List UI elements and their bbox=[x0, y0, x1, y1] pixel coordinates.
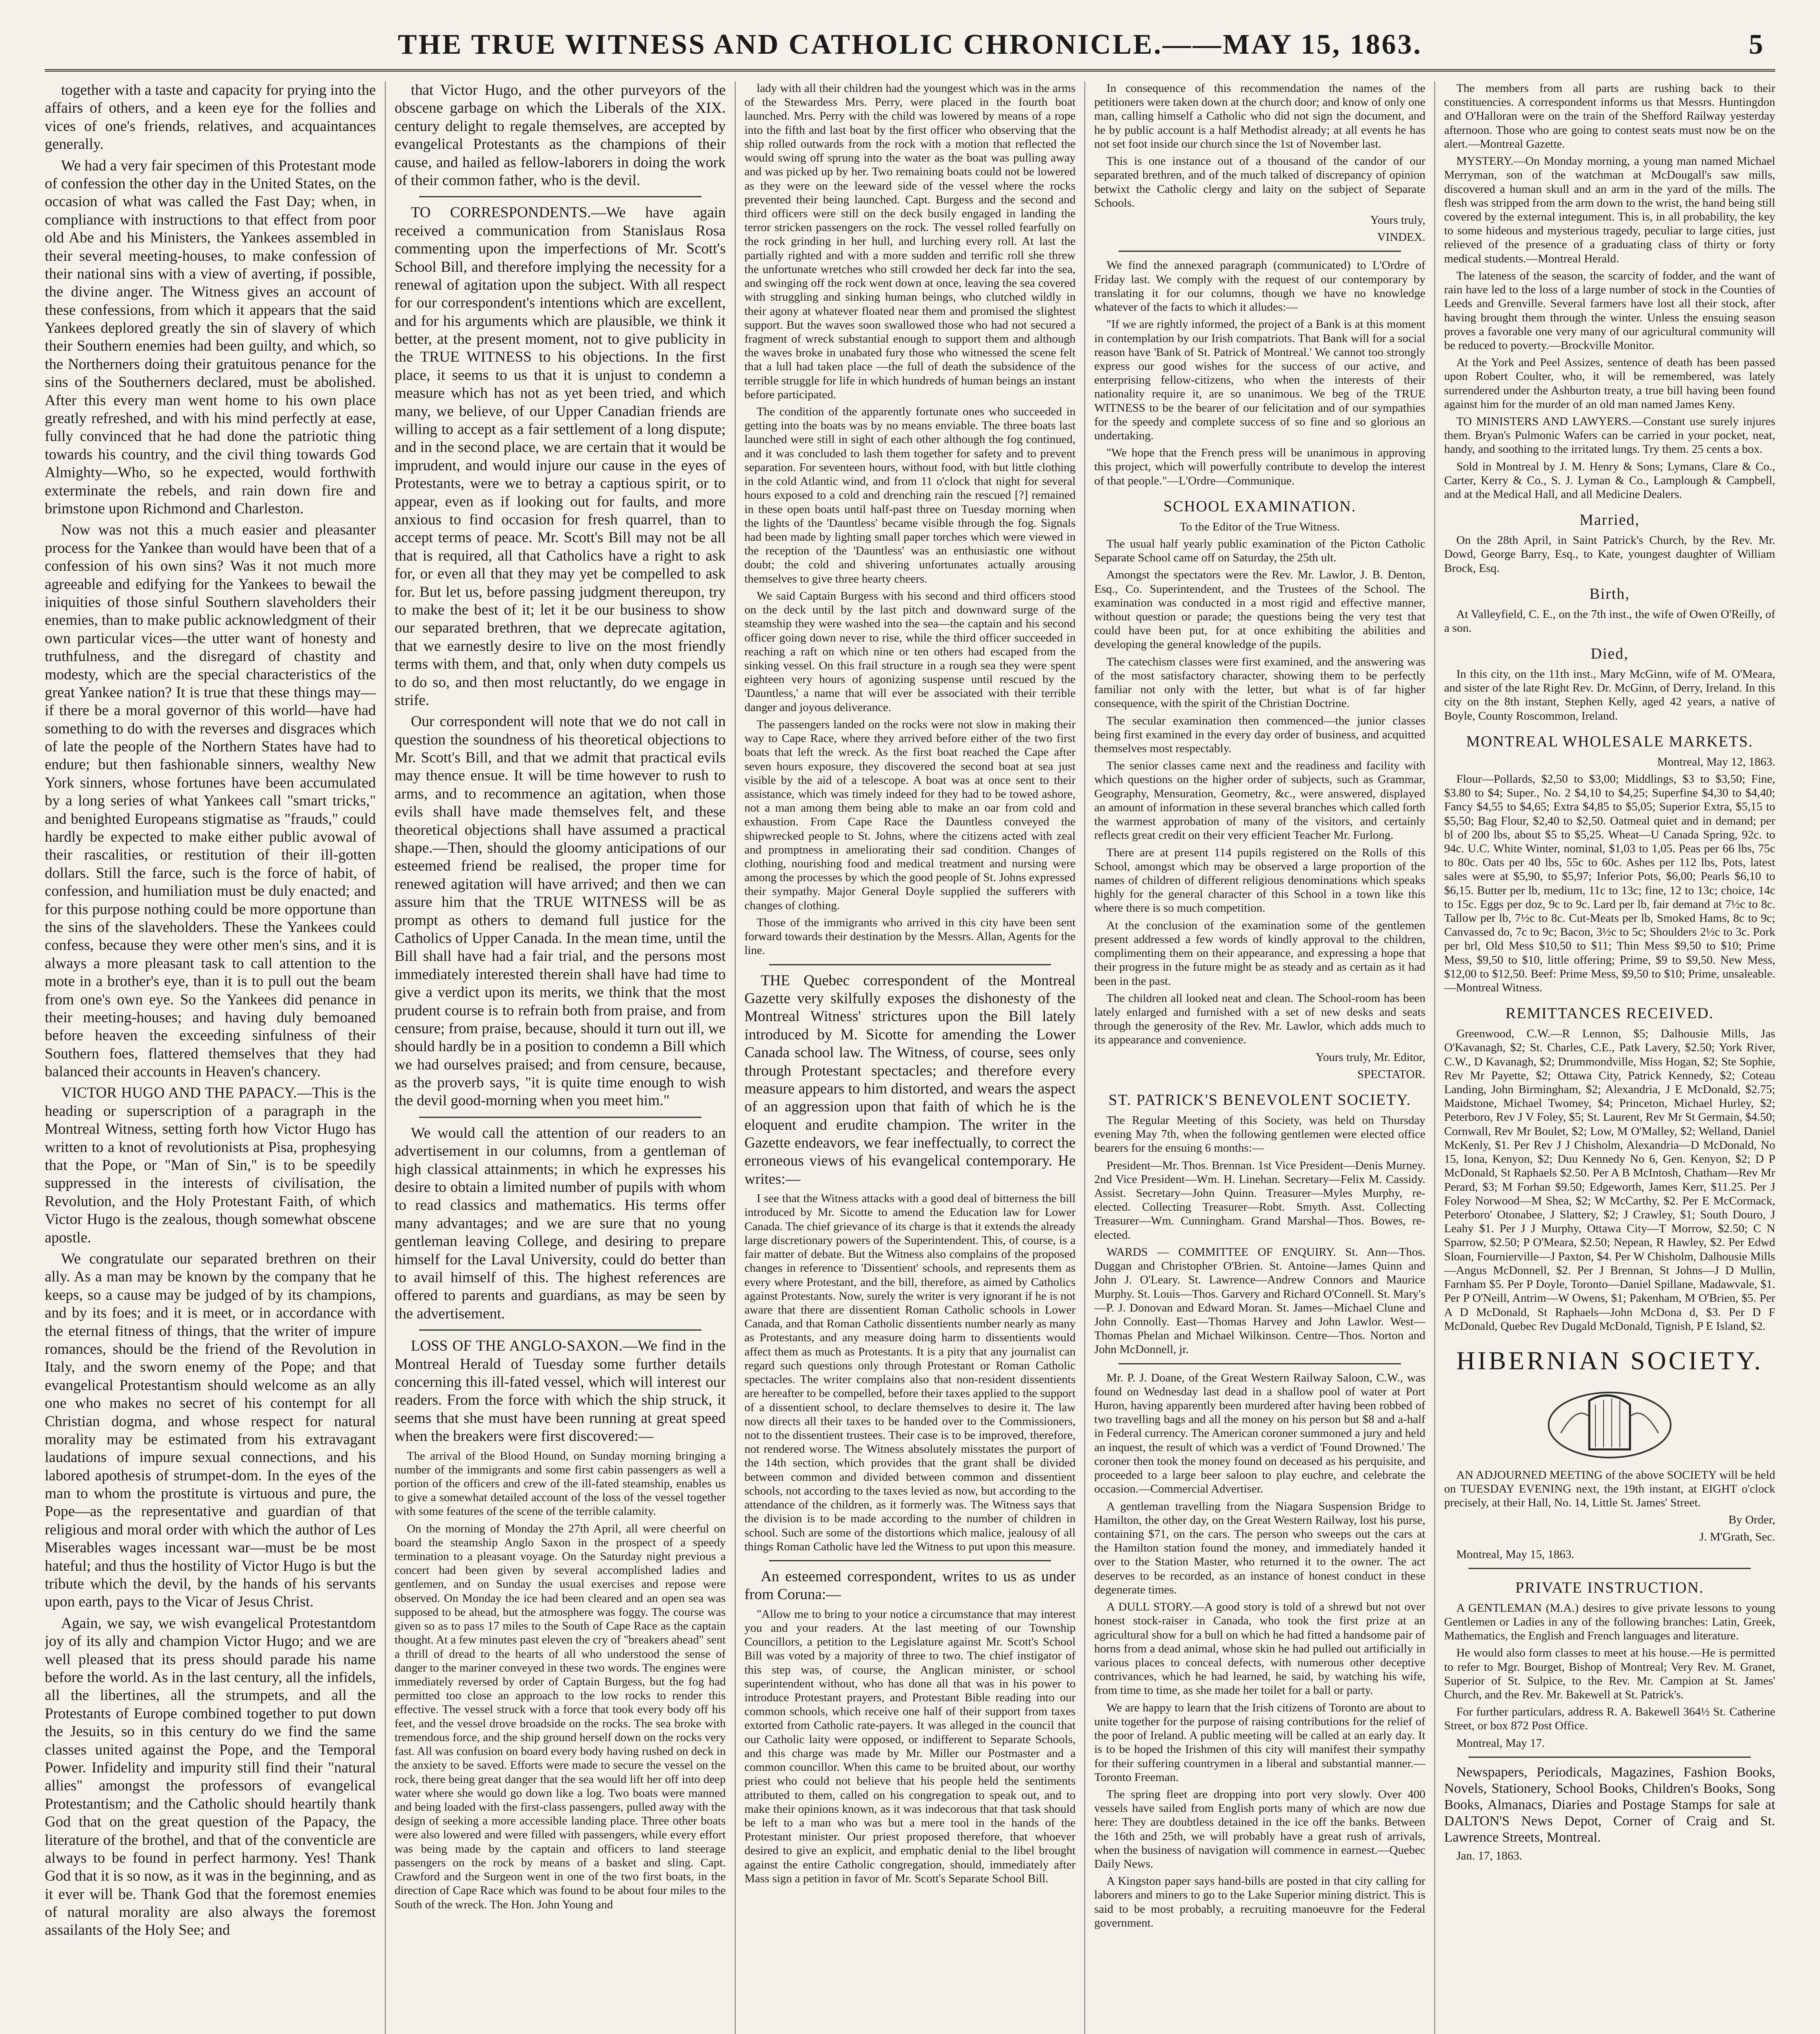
article-paragraph: Now was not this a much easier and pleasanter process for the Yankee than would have been that of a confession of his own sins? Was it not much more agreeable and edifying for the Yankees to bewail the iniquities of those sinful Southern slaveholders their enemies, than to make public acknowledgment of their own particular vices—the utter want of honesty and truthfulness, and the disregard of chastity and modesty, which are the special characteristics of the great Yankee nation? It is true that these things may—if there be a moral governor of this world—have had something to do with the reverses and disgraces which of late the people of the Northern States have had to endure; but then fashionable sinners, wealthy New York sinners, whose fortunes have been accumulated by a long series of what Yankees call "smart tricks," and benighted Europeans stigmatise as "frauds," could hardly be expected to make either public avowal of their rascalities, or restitution of their ill-gotten dollars. Still the farce, such is the force of habit, of confession, and humiliation must be duly enacted; and for this purpose nothing could be more opportune than the sins of the slaveholders. These the Yankees could confess, because they were other men's sins, and it is always a more pleasant task to call attention to the mote in a brother's eye, than it is to pull out the beam from one's own eye. So the Yankees did penance in their meeting-houses; and having duly bemoaned before heaven the exceeding sinfulness of their Southern foes, flattered themselves that they had balanced their accounts in Heaven's chancery. bbox=[45, 522, 376, 1080]
article-paragraph: I see that the Witness attacks with a good deal of bitterness the bill introduced by Mr. Sicotte to amend the Education law for Lower Canada. The chief grievance of its charge is that it extends the already large discretionary powers of the Superintendent. This, of course, is a fair matter of debate. But the Witness also complains of the proposed changes in reference to 'Dissentient' schools, and represents them as every where Protestant, and the bill, therefore, as aimed by Catholics against Protestants. Now, surely the writer is very ignorant if he is not aware that there are dissentient Roman Catholic schools in Lower Canada, and that Roman Catholic dissentients number nearly as many as Protestants, and any measure doing harm to dissentients would affect them as much as Protestants. It is a pity that any journalist can regard such questions only through Protestant or Roman Catholic spectacles. The writer complains also that non-resident dissentients are hereafter to be compelled, before their taxes applied to the support of a dissentient school, to declare themselves to desire it. The law now directs all their taxes to be handed over to the Commissioners, not to the dissentient trustees. Their case is to be improved, therefore, not rendered worse. The Witness absolutely misstates the purport of the 14th section, which provides that the grant shall be divided between common and divided between common and dissentient schools, not according to the taxes levied as now, but according to the attendance of the children, as it formerly was. The Witness says that the division is to be made according to the number of children in school. Such are some of the distortions which malice, jealousy of all things Roman Catholic have led the Witness to put upon this measure. bbox=[744, 1192, 1076, 1553]
article-text: —We find in the Montreal Herald of Tuesday some further details concerning this ill-fated vessel, which will interest our readers. From the force with which the ship struck, it seems that she must have been running at great speed when the breakers were first discovered:— bbox=[394, 1338, 726, 1445]
divider bbox=[419, 196, 701, 197]
page-number: 5 bbox=[1749, 29, 1763, 60]
column-2 bbox=[395, 81, 736, 2034]
divider bbox=[1119, 251, 1401, 252]
article-paragraph: The condition of the apparently fortunate ones who succeeded in getting into the boats was by no means enviable. The three boats last launched were still in sight of each other although the fog continued, and it was concluded to lash them together for safety and to prevent separation. For seventeen hours, without food, with but little clothing in the cold Atlantic wind, and from 11 o'clock that night for several hours exposed to a cold and drenching rain the rescued [?] remained in these open boats until half-past three on Tuesday morning when the lights of the 'Dauntless' became visible through the fog. Signals had been made by lighting small paper torches which were viewed in the reception of the 'Dauntless' was an enthusiastic one without doubt; the cold and shivering unfortunates actually arousing themselves to give three hearty cheers. bbox=[744, 405, 1076, 585]
advertisement-text: He would also form classes to meet at his house.—He is permitted to refer to Mgr. Bourget, Bishop of Montreal; Very Rev. M. Granet, Superior of St. Sulpice, to the Rev. Mr. Campion at St. James' Church, and the Rev. Mr. Bakewell at St. Patrick's. bbox=[1444, 1646, 1775, 1701]
article-run-head: LOSS OF THE ANGLO-SAXON. bbox=[411, 1338, 623, 1355]
section-heading-remittances: REMITTANCES RECEIVED. bbox=[1505, 1005, 1714, 1022]
section-heading-birth: Birth, bbox=[1589, 585, 1630, 602]
private-instruction-heading: PRIVATE INSTRUCTION. bbox=[1515, 1579, 1704, 1596]
article-paragraph: lady with all their children had the youngest which was in the arms of the Stewardess Mrs. Perry, were placed in the fourth boat launched. Mrs. Perry with the child was lowered by means of a rope into the fifth and last boat by the first officer who observing that the ship rolled outwards from the rock with a motion that reflected the would swing off sprung into the water as the boat was pulling away and was picked up by her. Two remaining boats could not be lowered as they were on the leeward side of the vessel where the rocks prevented their being launched. Capt. Burgess and the second and third officers were still on the deck busily engaged in landing the terror stricken passengers on the rock. The vessel rolled fearfully on the rock grinding in her hull, and lurching every roll. At last the partially righted and with a more sudden and terrific roll she threw the unfortunate wretches who still crowded her deck far into the sea, and swinging off the rock went down at once, leaving the sea covered with struggling and sinking human beings, who clutched wildly in their agony at whatever floated near them and promised the slightest support. But the waves soon swallowed those who had not secured a fragment of wreck substantial enough to support them and although the waves broke in unabated fury those who witnessed the scene felt that a lull had taken place —the full of death the subsidence of the terrible struggle for life in which hundreds of human beings an instant before participated. bbox=[744, 82, 1076, 401]
divider bbox=[1119, 1363, 1401, 1364]
article-run-head: TO CORRESPONDENTS. bbox=[411, 204, 591, 221]
notice-order: By Order, bbox=[1728, 1513, 1775, 1527]
article-paragraph: "Allow me to bring to your notice a circumstance that may interest you and your readers. At the last meeting of our Township Councillors, a petition to the Legislature against Mr. Scott's School Bill was voted by a majority of three to two. The chief instigator of this step was, of course, the Anglican minister, or school superintendent without, who has done all that was in his power to introduce Protestant prayers, and Protestant Bible reading into our common schools, which receive one half of their support from taxes extorted from Catholic rate-payers. It was alleged in the council that our Catholic laity were opposed, or indifferent to Separate Schools, and this charge was made by Mr. Miller our Postmaster and a common councillor. When this came to be bruited about, our worthy priest who could not believe that his people held the sentiments attributed to them, called on his congregation to speak out, and to make their opinions known, as it was indecorous that that task should be left to a man who was but a mere tool in the hands of the Protestant minister. Our priest proposed therefore, that whoever desired to give an explicit, and emphatic denial to the libel brought against the entire Catholic congregation, should, immediately after Mass sign a petition in favor of Mr. Scott's Separate School Bill. bbox=[744, 1607, 1076, 1885]
article-paragraph: Again, we say, we wish evangelical Protestantdom joy of its ally and champion Victor Hugo; and we are well pleased that its press should parade his name before the world. As in the last century, all the infidels, all the libertines, all the strumpets, and all the Protestants of Europe combined together to put down the Jesuits, so in this century do we find the same classes united against the Pope, and the Temporal Power. Infidelity and impurity still find their "natural allies" amongst the professors of evangelical Protestantism; and the Catholic should heartily thank God that on the great question of the Papacy, the literature of the brothel, and that of the conventicle are always to be found in perfect harmony. Yes! Thank God that it is so now, as it was in the beginning, and as it ever will be. Thank God that the foremost enemies of natural morality are also always the foremost assailants of the Holy See; and bbox=[45, 1615, 376, 1939]
article-paragraph: The Regular Meeting of this Society, was held on Thursday evening May 7th, when the following gentlemen were elected office bearers for the ensuing 6 months:— bbox=[1094, 1113, 1426, 1155]
advertisement-text: For further particulars, address R. A. Bakewell 364½ St. Catherine Street, or box 872 Post Office. bbox=[1444, 1705, 1775, 1733]
article-paragraph: The passengers landed on the rocks were not slow in making their way to Cape Race, where they arrived before either of the two first boats that left the wreck. As the first boat reached the Cape after seven hours exposure, they discovered the second boat at sea just visible by the aid of a telescope. A boat was at once sent to their assistance, which was timely indeed for they had to be towed ashore, not a man among them being able to make an oar from cold and exhaustion. From Cape Race the Dauntless conveyed the shipwrecked people to St. Johns, where the citizens acted with zeal and promptness in ameliorating their sad condition. Changes of clothing, nourishing food and medical treatment and nursing were among the processes by which the good people of St. Johns expressed their sympathy. Major General Doyle supplied the sufferers with changes of clothing. bbox=[744, 718, 1076, 912]
divider bbox=[1468, 1757, 1751, 1758]
article-text: —We have again received a communication from Stanislaus Rosa commenting upon the imperfections of Mr. Scott's School Bill, and therefore implying the necessity for a renewal of agitation upon the subject. With all respect for our correspondent's intentions which are excellent, and for his arguments which are plausible, we think it better, at the present moment, not to give publicity in the TRUE WITNESS to his objections. In the first place, it seems to us that it is unjust to condemn a measure which has not as yet been tried, and which many, we believe, of our Upper Canadian friends are willing to accept as a fair settlement of a long dispute; and in the second place, we are certain that it would be imprudent, and would injure our cause in the eyes of Protestants, were we to betray a captious spirit, or to appear, even as if looking out for faults, and more anxious to find occasion for fresh quarrel, than to accept terms of peace. Mr. Scott's Bill may not be all that is required, all that Catholics have a right to ask for, or even all that they may yet be compelled to ask for. But let us, before passing judgment thereupon, try to make the best of it; let it be our business to show our separated brethren, that we deprecate agitation, that we earnestly desire to live on the most friendly terms with them, and that, only when duty compels us to do so, and then most reluctantly, do we engage in strife. bbox=[394, 204, 726, 709]
section-heading-married: Married, bbox=[1580, 511, 1640, 529]
article-run-head: VICTOR HUGO AND THE PAPACY. bbox=[61, 1085, 297, 1102]
letter-signature: SPECTATOR. bbox=[1357, 1067, 1426, 1081]
article-paragraph: A DULL STORY.—A good story is told of a shrewd but not over honest stock-raiser in Canada, who took the first prize at an agricultural show for a bull on which he had fitted a handsome pair of horns from a dead animal, whose skin he had pulled out artificially in various places to conceal defects, with numerous other deceptive contrivances, which he had learned, he said, by watching his wife, from time to time, as she made her toilet for a ball or party. bbox=[1094, 1600, 1426, 1697]
markets-prices: Flour—Pollards, $2,50 to $3,00; Middlings, $3 to $3,50; Fine, $3.80 to $4; Super., No. 2 $4,10 to $4,25; Superfine $4,30 to $4,40; Fancy $4,55 to $4,65; Extra $4,85 to $5,05; Superior Extra, $5,15 to $5,50; Bag Flour, $2,40 to $2,50. Oatmeal quiet and in demand; per bl of 200 lbs, about $5 to $5,25. Wheat—U Canada Spring, 92c. to 94c. U.C. White Winter, nominal, $1,03 to 1,05. Peas per 66 lbs, 75c to 80c. Oats per 40 lbs, 55c to 60c. Ashes per 112 lbs, Pots, latest sales were at $5,90, to $5,97; Inferior Pots, $6,00; Pearls $6,10 to $6,15. Butter per lb, medium, 11c to 13c; fine, 12 to 13c; choice, 14c to 15c. Eggs per doz, 9c to 9c. Lard per lb, fair demand at 7½c to 8c. Tallow per lb, 7½c to 8c. Cut-Meats per lb, Smoked Hams, 8c to 9c; Canvassed do, 7c to 9c; Bacon, 3½c to 5c; Shoulders 2½c to 3c. Pork per brl, Old Mess $10,50 to $11; Thin Mess $9,50 to $10; Prime Mess, $9,50 to $10, little offering; Prime, $9 to $9,50. New Mess, $12,00 to $12,50. Beef: Prime Mess, $9,50 to $10; Prime, unsaleable.—Montreal Witness. bbox=[1444, 772, 1775, 995]
letter-signature: VINDEX. bbox=[1377, 231, 1426, 244]
article-paragraph: Amongst the spectators were the Rev. Mr. Lawlor, J. B. Denton, Esq., Co. Superintendent, and the Trustees of the School. The examination was conducted in a most rigid and effective manner, without question or parade; the questions being the very test that could have been put, for at once exhibiting the abilities and developing the general knowledge of the pupils. bbox=[1094, 568, 1426, 651]
divider bbox=[769, 1560, 1051, 1561]
article-paragraph: On the morning of Monday the 27th April, all were cheerful on board the steamship Anglo Saxon in the prospect of a speedy termination to a pleasant voyage. On the Saturday night previous a concert had been given by several accomplished ladies and gentlemen, and on Sunday the usual exercises and repose were observed. On Monday the ice had been cleared and an open sea was supposed to be ahead, but the atmosphere was foggy. The course was given so as to pass 17 miles to the South of Cape Race as the captain thought. At a few minutes past eleven the cry of "breakers ahead" sent a thrill of dread to the hearts of all who understood the sense of danger to the mariner conveyed in these two words. The engines were immediately reversed by order of Captain Burgess, but the fog had permitted too close an approach to the low rocks to render this effective. The vessel struck with a force that took every body off his feet, and the vessel drove broadside on the rocks. The sea broke with tremendous force, and the ship ground herself down on the rocks very fast. All was confusion on board every body having rushed on deck in the anxiety to be saved. Efforts were made to secure the vessel on the rock, there being great danger that the sea would lift her off into deep water where she would go down like a log. Two boats were manned and being loaded with the first-class passengers, pulled away with the design of seeking a more accessible landing place. Three other boats were also lowered and were filled with passengers, while every effort was being made by the captain and officers to land steerage passengers on the rock by means of a basket and sling. Capt. Crawford and the Surgeon went in one of the two first boats, in the direction of Cape Race which was found to be about four miles to the South of the wreck. The Hon. John Young and bbox=[394, 1522, 726, 1911]
article-paragraph: The secular examination then commenced—the junior classes being first examined in the every day order of business, and acquitted themselves most respectably. bbox=[1094, 714, 1426, 755]
article-paragraph: The catechism classes were first examined, and the answering was of the most satisfactory character, showing them to be perfectly familiar not only with the letter, but what is of far higher consequence, with the spirit of the Christian Doctrine. bbox=[1094, 655, 1426, 710]
article-paragraph: A gentleman travelling from the Niagara Suspension Bridge to Hamilton, the other day, on the Great Western Railway, lost his purse, containing $71, on the cars. The person who sweeps out the cars at the Hamilton station found the money, and immediately handed it over to the Station Master, who returned it to the owner. The act deserves to be recorded, as an instance of honest conduct in these degenerate times. bbox=[1094, 1499, 1426, 1596]
article-paragraph: A Kingston paper says hand-bills are posted in that city calling for laborers and miners to go to the Lake Superior mining district. This is said to be most probably, a recruiting manoeuvre for the Federal government. bbox=[1094, 1875, 1426, 1929]
article-paragraph: TO MINISTERS AND LAWYERS.—Constant use surely injures them. Bryan's Pulmonic Wafers can be carried in your pocket, neat, handy, and soothing to the irritated lungs. Try them. 25 cents a box. bbox=[1444, 415, 1775, 456]
article-paragraph: We find the annexed paragraph (communicated) to L'Ordre of Friday last. We comply with the request of our contemporary by translating it for our columns, though we have no knowledge whatever of the facts to which it alludes:— bbox=[1094, 259, 1426, 314]
section-heading: SCHOOL EXAMINATION. bbox=[1163, 498, 1357, 515]
article-paragraph: We congratulate our separated brethren on their ally. As a man may be known by the company that he keeps, so a cause may be judged of by its champions, and by its foes; and it is meet, or in accordance with the eternal fitness of things, that the writer of impure romances, should be the friend of the Revolution in Italy, and the sworn enemy of the Pope; and that evangelical Protestantism should welcome as an ally one who makes no secret of his contempt for all Christian dogma, and whose respect for natural morality may be estimated from his extravagant laudations of impure sexual connections, and his labored apothesis of strumpet-dom. In the eyes of the man to whom the prostitute is virtuous and pure, the Pope—as the representative and guardian of that religious and moral order with which the author of Les Miserables wages incessant war—must be be most hateful; and thus the hostility of Victor Hugo is but the tribute which the devil, by the hands of his servants upon earth, pays to the Vicar of Jesus Christ. bbox=[45, 1251, 376, 1611]
article-paragraph: We would call the attention of our readers to an advertisement in our columns, from a gentleman of high classical attainments; in which he expresses his desire to obtain a limited number of pupils with whom to read classics and mathematics. His terms offer many advantages; and we are sure that no young gentleman leaving College, and desiring to prepare himself for the Laval University, could do better than to avail himself of this. The highest references are offered to parents and guardians, as may be seen by the advertisement. bbox=[394, 1124, 726, 1322]
section-subheading: To the Editor of the True Witness. bbox=[1180, 520, 1340, 533]
notice-paragraph: At Valleyfield, C. E., on the 7th inst., the wife of Owen O'Reilly, of a son. bbox=[1444, 607, 1775, 635]
hibernian-society-heading: HIBERNIAN SOCIETY. bbox=[1456, 1346, 1763, 1375]
correspondent-letter bbox=[745, 1607, 1076, 1886]
article-paragraph: Our correspondent will note that we do not call in question the soundness of his theoretical objections to Mr. Scott's Bill, and that we admit that practical evils may thence ensue. It will be time however to rush to arms, and to recommence an agitation, when those evils shall have made themselves felt, and these theoretical objections shall have assumed a practical shape.—Then, should the gloomy anticipations of our esteemed friend be realised, the proper time for renewed agitation will have arrived; and then we can assure him that the TRUE WITNESS will be as prompt as others to demand full justice for the Catholics of Upper Canada. In the mean time, until the Bill shall have had a fair trial, and the persons most immediately interested therein shall have had time to give a verdict upon its merits, we think that the most prudent course is to refrain both from praise, and from censure; from praise, because, should it turn out ill, we should hardly be in a position to condemn a Bill which we had ourselves praised; and from censure, because, as the proverb says, "it is quite time enough to wish the devil good-morning when you meet him." bbox=[394, 713, 726, 1109]
advertisement-date: Jan. 17, 1863. bbox=[1456, 1849, 1523, 1863]
article-paragraph: MYSTERY.—On Monday morning, a young man named Michael Merryman, son of the watchman at McDougall's saw mills, discovered a human skull and an arm in the yard of the mills. The flesh was stripped from the arm down to the wrist, the hand being still covered by the external integument. This is, in all probability, the key to some hideous and mysterious tragedy, peculiar to large cities, just relieved of the presence of a graduating class of thirty or forty medical students.—Montreal Herald. bbox=[1444, 155, 1775, 265]
column-3 bbox=[745, 81, 1086, 2034]
article-paragraph: The children all looked neat and clean. The School-room has been lately enlarged and furnished with a set of new desks and seats through the generosity of the Rev. Mr. Lawlor, which adds much to its appearance and convenience. bbox=[1094, 991, 1426, 1047]
article-paragraph: "If we are rightly informed, the project of a Bank is at this moment in contemplation by our Irish compatriots. That Bank will for a social reason have 'Bank of St. Patrick of Montreal.' We cannot too strongly express our good wishes for the success of our active, and enterprising fellow-citizens, who when the interests of their nationality require it, are so unanimous. We beg of the TRUE WITNESS to be the bearer of our felicitation and of our sympathies for the speedy and complete success of so fine and so glorious an undertaking. bbox=[1094, 318, 1426, 443]
divider bbox=[769, 964, 1051, 965]
running-title: THE TRUE WITNESS AND CATHOLIC CHRONICLE.——MAY 15, 1863. bbox=[398, 29, 1422, 60]
dalton-advertisement: Newspapers, Periodicals, Magazines, Fashion Books, Novels, Stationery, School Books, Children's Books, Song Books, Almanacs, Diaries and Postage Stamps for sale at DALTON'S News Depot, Corner of Craig and St. Lawrence Streets, Montreal. bbox=[1444, 1764, 1775, 1845]
column-5 bbox=[1444, 81, 1775, 2034]
notice-date: Montreal, May 15, 1863. bbox=[1456, 1547, 1575, 1561]
letter-closing: Yours truly, Mr. Editor, bbox=[1315, 1050, 1426, 1064]
article-paragraph: Mr. P. J. Doane, of the Great Western Railway Saloon, C.W., was found on Wednesday last dead in a shallow pool of water at Port Huron, having apparently been murdered after having been robbed of two travelling bags and all the money on his person but $8 and a-half in Federal currency. The American coroner summoned a jury and held an inquest, the result of which was a verdict of 'Found Drowned.' The coroner then took the money found on deceased as his perquisite, and proceeded to a large beer saloon to play euchre, and celebrate the occasion.—Commercial Advertiser. bbox=[1094, 1371, 1426, 1496]
article-paragraph: This is one instance out of a thousand of the candor of our separated brethren, and of the much talked of discrepancy of opinion betwixt the Catholic clergy and laity on the subject of Separate Schools. bbox=[1094, 155, 1426, 210]
article-paragraph: At the York and Peel Assizes, sentence of death has been passed upon Robert Coulter, who, it will be remembered, was lately surrendered under the Ashburton treaty, a true bill having been found against him for the murder of an old man named James Keny. bbox=[1444, 356, 1775, 411]
article-paragraph: The arrival of the Blood Hound, on Sunday morning bringing a number of the immigrants and some first cabin passengers as well a portion of the officers and crew of the ill-fated steamship, enables us to give a somewhat detailed account of the loss of the vessel together with some features of the scene of the terrible calamity. bbox=[394, 1449, 726, 1518]
markets-date: Montreal, May 12, 1863. bbox=[1657, 755, 1775, 768]
quoted-letter bbox=[745, 1192, 1076, 1554]
article-paragraph: We are happy to learn that the Irish citizens of Toronto are about to unite together for the purpose of raising contributions for the relief of the poor of Ireland. A public meeting will be called at an early day. It is to be hoped the Irishmen of this city will manifest their sympathy for their suffering countrymen in a liberal and substantial manner.—Toronto Freeman. bbox=[1094, 1701, 1426, 1784]
notice-paragraph: AN ADJOURNED MEETING of the above SOCIETY will be held on TUESDAY EVENING next, the 19th instant, at EIGHT o'clock precisely, at their Hall, No. 14, Little St. James' Street. bbox=[1444, 1468, 1775, 1509]
article-text: —This is the heading or superscription of a paragraph in the Montreal Witness, setting forth how Victor Hugo has written to a knot of revolutionists at Pisa, prophesying that the Pope, or "Man of Sin," is to be speedily suppressed in the interests of civilisation, the Revolution, and the Holy Protestant Faith, of which Victor Hugo is the zealous, though somewhat obscene apostle. bbox=[45, 1085, 376, 1246]
harp-emblem-icon bbox=[1545, 1380, 1675, 1462]
notice-paragraph: In this city, on the 11th inst., Mary McGinn, wife of M. O'Meara, and sister of the late Right Rev. Dr. McGinn, of Derry, Ireland. In this city on the 8th instant, Stephen Kelly, aged 42 years, a native of Boyle, County Roscommon, Ireland. bbox=[1444, 667, 1775, 722]
remittances-list: Greenwood, C.W.—R Lennon, $5; Dalhousie Mills, Jas O'Kavanagh, $2; St. Charles, C.E., Patk Lavery, $2.50; York River, C.W., D Kavanagh, $2; Drummondville, Miss Hogan, $2; Ste Sophie, Rev Mr Payette, $2; Ottawa City, Patrick Kennedy, $2; Coteau Landing, John Birmingham, $2; Alexandria, J E McDonald, $2.75; Maidstone, Michael Twomey, $4; Princeton, Michael Hurley, $2; Peterboro, Rev J V Foley, $5; St. Laurent, Rev Mr St Germain, $4.50; Cornwall, Rev Mr Boulet, $2; Low, M O'Malley, $2; Welland, Daniel McKenly, $1. Per Rev J J Chisholm, Alexandria—D McDonald, No 15, Iona, Kenyon, $2; Duu Kennedy No 6, Gen. Kenyon, $2; D P McDonald, St Raphaels $2.50. Per A B McIntosh, Chatham—Rev Mr Perard, $3; M Forhan $9.50; Edgeworth, James Kerr, $11.25. Per J Foley Norwood—M Shea, $2; W McCarthy, $2. Per E McCormack, Peterboro' Otonabee, J Slattery, $2; J Crawley, $1; South Douro, J Leahy $1. Per J J Murphy, Ottawa City—T Morrow, $2.50; C N Sparrow, $2.50; P O'Meara, $2.50; Nepean, R Hawley, $2. Per Edwd Sloan, Fournierville—J Paxton, $4. Per W Chisholm, Dalhousie Mills—Angus McDonnell, $2. Per J Brennan, St Johns—J D Mullin, Farnham $5. Per P Doyle, Toronto—Daniel Spillane, Madawvale, $1. Per P O'Neill, Antrim—W Owens, $1; Pakenham, M O'Brien, $5. Per A D McDonald, St Raphaels—John McDona d, $3. Per D F McDonald, Quebec Rev Dugald McDonald, Tignish, P E Island, $2. bbox=[1444, 1027, 1775, 1333]
article-paragraph: The members from all parts are rushing back to their constituencies. A correspondent informs us that Messrs. Huntingdon and O'Halloran were on the train of the Shefford Railway yesterday afternoon. Those who are going to contest seats must now be on the alert.—Montreal Gazette. bbox=[1444, 82, 1775, 151]
quoted-report bbox=[395, 1449, 726, 1912]
article-paragraph: THE Quebec correspondent of the Montreal Gazette very skilfully exposes the dishonesty of the Montreal Witness' strictures upon the Bill lately introduced by M. Sicotte for amending the Lower Canada school law. The Witness, of course, sees only through Protestant spectacles; and therefore every measure appears to him distorted, and wears the aspect of an aggression upon that faith of which he is the eloquent and erudite champion. The writer in the Gazette endeavors, we fear ineffectually, to correct the erroneous views of his evangelical contemporary. He writes:— bbox=[744, 972, 1076, 1187]
notice-paragraph: On the 28th April, in Saint Patrick's Church, by the Rev. Mr. Dowd, George Barry, Esq., to Kate, youngest daughter of William Brock, Esq. bbox=[1444, 534, 1775, 575]
article-paragraph bbox=[45, 1084, 376, 1247]
divider bbox=[419, 1117, 701, 1118]
masthead bbox=[45, 16, 1775, 72]
article-paragraph: The spring fleet are dropping into port very slowly. Over 400 vessels have sailed from English ports many of which are now due here: They are doubtless detained in the ice off the banks. Between the 16th and 25th, we will probably have a great rush of arrivals, when the business of navigation will commence in earnest.—Quebec Daily News. bbox=[1094, 1787, 1426, 1871]
article-paragraph bbox=[395, 204, 726, 709]
article-paragraph: The usual half yearly public examination of the Picton Catholic Separate School came off on Saturday, the 25th ult. bbox=[1094, 537, 1426, 565]
column-4 bbox=[1094, 81, 1435, 2034]
article-paragraph: The lateness of the season, the scarcity of fodder, and the want of rain have led to the loss of a large number of stock in the Counties of Leeds and Grenville. Several farmers have lost all their stock, after having brought them through the winter. Unless the ensuing season proves a favorable one very many of our agricultural community will be reduced to poverty.—Brockville Monitor. bbox=[1444, 269, 1775, 352]
article-paragraph: Sold in Montreal by J. M. Henry & Sons; Lymans, Clare & Co., Carter, Kerry & Co., S. J. Lyman & Co., Lamplough & Campbell, and at the Medical Hall, and all Medicine Dealers. bbox=[1444, 460, 1775, 501]
ward-committee-list: WARDS — COMMITTEE OF ENQUIRY. St. Ann—Thos. Duggan and Christopher O'Brien. St. Antoine—James Quinn and John J. O'Leary. St. Lawrence—Andrew Connors and Maurice Murphy. St. Louis—Thos. Garvery and Richard O'Connell. St. Mary's—P. J. Donovan and Edward Moran. St. James—Michael Clune and John Connolly. East—Thomas Harvey and John Lawlor. West—Thomas Phelan and Michael Wilkinson. Centre—Thos. Norton and John McDonnell, jr. bbox=[1094, 1245, 1426, 1356]
section-heading-died: Died, bbox=[1591, 645, 1629, 663]
divider bbox=[419, 1329, 701, 1331]
article-paragraph: An esteemed correspondent, writes to us as under from Coruna:— bbox=[744, 1568, 1076, 1603]
advertisement-text: A GENTLEMAN (M.A.) desires to give private lessons to young Gentlemen or Ladies in any of the following branches: Latin, Greek, Mathematics, the English and French languages and literature. bbox=[1444, 1601, 1775, 1643]
section-heading-markets: MONTREAL WHOLESALE MARKETS. bbox=[1466, 733, 1753, 750]
advertisement-date: Montreal, May 17. bbox=[1456, 1736, 1545, 1750]
letter-closing: Yours truly, bbox=[1370, 213, 1426, 227]
article-paragraph: that Victor Hugo, and the other purveyors of the obscene garbage on which the Liberals of the XIX. century delight to regale themselves, are accepted by evangelical Protestants as the champions of their cause, and hailed as fellow-laborers in doing the work of their common father, who is the devil. bbox=[394, 82, 726, 189]
article-paragraph: We said Captain Burgess with his second and third officers stood on the deck until by the last pitch and downward surge of the steamship they were washed into the sea—the captain and his second officer going down never to rise, while the third officer succeeded in reaching a raft on which nine or ten others had escaped from the sinking vessel. On this frail structure in a rough sea they were spent eighteen very hours of agonizing suspense until rescued by the 'Dauntless,' a name that will ever be associated with their terrible danger and joyous deliverance. bbox=[744, 589, 1076, 714]
divider bbox=[1468, 1568, 1751, 1569]
officer-list: President—Mr. Thos. Brennan. 1st Vice President—Denis Murney. 2nd Vice President—Wm. H. Linehan. Secretary—Felix M. Cassidy. Assist. Secretary—John Quinn. Treasurer—Myles Murphy, re-elected. Collecting Treasurer—Robt. Smyth. Asst. Collecting Treasurer—Wm. Cunningham. Grand Marshal—Thos. Bowes, re-elected. bbox=[1094, 1159, 1426, 1242]
article-paragraph: "We hope that the French press will be unanimous in approving this project, which will powerfully contribute to develop the interest of that people."—L'Ordre—Communique. bbox=[1094, 446, 1426, 487]
article-paragraph: We had a very fair specimen of this Protestant mode of confession the other day in the United States, on the occasion of what was called the Fast Day; when, in compliance with instructions to that effect from poor old Abe and his Ministers, the Yankees assembled in their several meeting-houses, to make confession of their national sins with a view of averting, if possible, the divine anger. The Witness gives an account of these confessions, from which it appears that the said Yankees deplored greatly the sin of slavery of which their Southern enemies had been guilty, and which, so the Northerners doing their gratuitous penance for the sins of the Southerners declared, must be abolished. After this every man went home to his own place greatly refreshed, and with his mind perfectly at ease, fully convinced that he had done the patriotic thing towards his country, and the civil thing towards God Almighty—Who, so he expected, would forthwith exterminate the rebels, and rain down fire and brimstone upon Richmond and Charleston. bbox=[45, 157, 376, 517]
article-paragraph: together with a taste and capacity for prying into the affairs of others, and a keen eye for the follies and vices of one's friends, relatives, and acquaintances generally. bbox=[45, 82, 376, 153]
article-paragraph bbox=[395, 1337, 726, 1445]
section-heading: ST. PATRICK'S BENEVOLENT SOCIETY. bbox=[1108, 1091, 1411, 1109]
article-paragraph: At the conclusion of the examination some of the gentlemen present addressed a few words of kindly approval to the children, complimenting them on their appearance, and expressing a hope that their progress in the future might be as steady and as certain as it had been in the past. bbox=[1094, 919, 1426, 988]
column-layout bbox=[45, 81, 1775, 2034]
article-paragraph: Those of the immigrants who arrived in this city have been sent forward towards their destination by the Messrs. Allan, Agents for the line. bbox=[744, 916, 1076, 957]
article-paragraph: In consequence of this recommendation the names of the petitioners were taken down at the church door; and know of only one man, calling himself a Catholic who did not sign the document, and he by public account is a half Methodist already; at all events he has not set foot inside our church since the 1st of November last. bbox=[1094, 82, 1426, 151]
column-1 bbox=[45, 81, 386, 2034]
quoted-report-continued bbox=[745, 81, 1076, 958]
article-paragraph: There are at present 114 pupils registered on the Rolls of this School, amongst which may be observed a large proportion of the names of children of different religious denominations which speaks highly for the general character of this School in a town like this where there is so much competition. bbox=[1094, 846, 1426, 915]
notice-signature: J. M'Grath, Sec. bbox=[1699, 1530, 1775, 1544]
article-paragraph: The senior classes came next and the readiness and facility with which questions on the higher order of subjects, such as Grammar, Geography, Mensuration, Geometry, &c., were answered, displayed an amount of information in these several branches which called forth the warmest approbation of many of the visitors, and certainly reflects great credit on their very efficient Teacher Mr. Furlong. bbox=[1094, 759, 1426, 842]
